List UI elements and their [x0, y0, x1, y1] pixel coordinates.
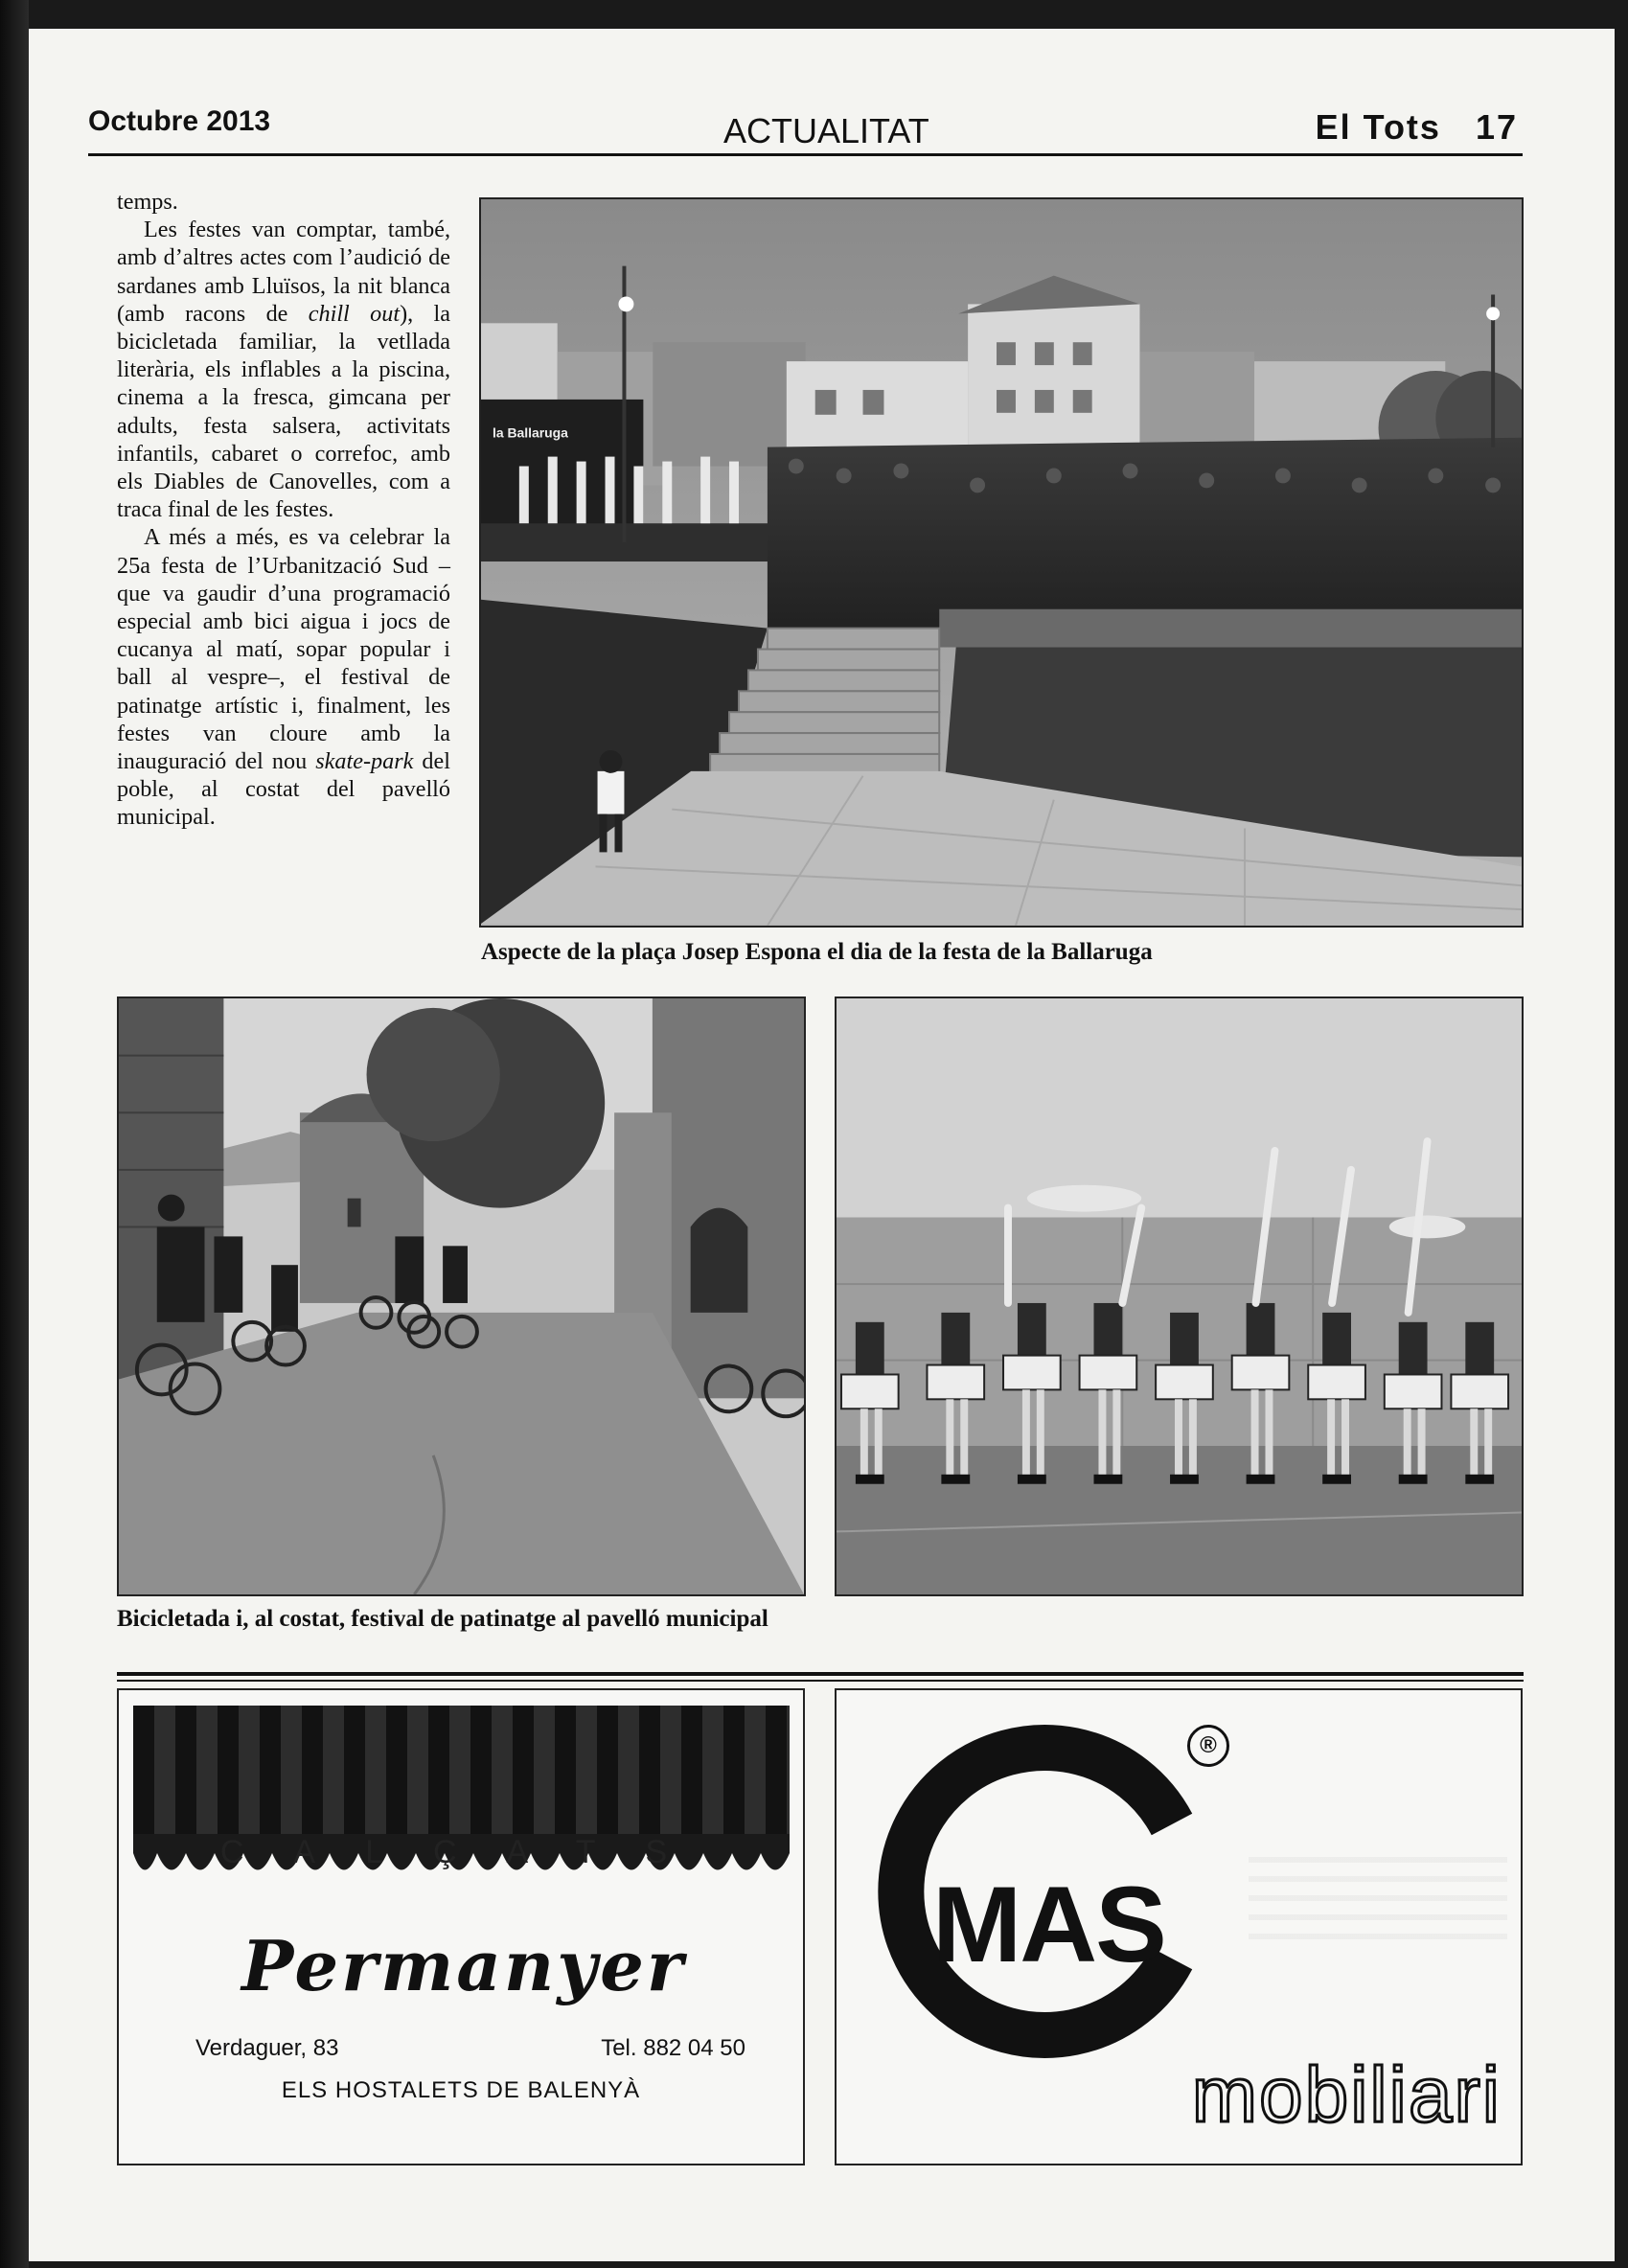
bottom-photos-caption: Bicicletada i, al costat, festival de patinatge al pavelló municipal [117, 1606, 768, 1632]
page-spine [0, 0, 29, 2268]
issue-date: Octubre 2013 [88, 105, 271, 137]
ad-calcats-permanyer [117, 1688, 805, 2165]
registered-mark: ® [1187, 1725, 1229, 1767]
shop-name: Permanyer [241, 1925, 686, 2006]
main-photo-caption: Aspecte de la plaça Josep Espona el dia de la festa de la Ballaruga [481, 939, 1153, 965]
awning-graphic [133, 1706, 790, 1840]
section-title: ACTUALITAT [723, 111, 929, 150]
ads-top-rule [117, 1672, 1524, 1676]
shop-phone: Tel. 882 04 50 [601, 2035, 745, 2061]
publication-name: El Tots [1315, 107, 1441, 147]
mas-logo-text: MAS [932, 1865, 1165, 1984]
article-column [117, 188, 450, 832]
page-number: 17 [1475, 107, 1518, 147]
skating-festival-photo [835, 997, 1524, 1596]
ads-top-rule-thin [117, 1680, 1524, 1682]
shop-town: ELS HOSTALETS DE BALENYÀ [281, 2077, 641, 2103]
publication-header [1316, 107, 1518, 148]
bleed-through-texture [1249, 1853, 1507, 1939]
awning-text: CALÇATS [219, 1834, 718, 1870]
article-paragraph: temps. [117, 189, 178, 215]
plaza-festival-photo [479, 197, 1524, 928]
shop-address: Verdaguer, 83 [195, 2035, 339, 2061]
mobiliari-wordmark: mobiliari [1191, 2051, 1502, 2139]
article-paragraph: A més a més, es va celebrar la 25a festa de l’Urbanització Sud –que va gaudir d’una programació especial amb bici aigua i jocs de cucanya al matí, sopar popular i ball al vespre–, el festival de patinatge artístic i, finalment, les festes van cloure amb la inauguració del nou skate-park del poble, al costat del pavelló municipal. [117, 524, 450, 831]
stage-sign: la Ballaruga [492, 424, 568, 441]
header-rule [88, 153, 1523, 156]
ad-mas-mobiliari [835, 1688, 1523, 2165]
bike-ride-photo [117, 997, 806, 1596]
article-paragraph: Les festes van comptar, també, amb d’altres actes com l’audició de sardanes amb Lluïsos, la nit blanca (amb racons de chill out), la bicicletada familiar, la vetllada literària, els inflables a la piscina, cinema a la fresca, gimcana per adults, festa salsera, activitats infantils, cabaret o correfoc, amb els Diables de Canovelles, com a traca final de les festes. [117, 217, 450, 523]
